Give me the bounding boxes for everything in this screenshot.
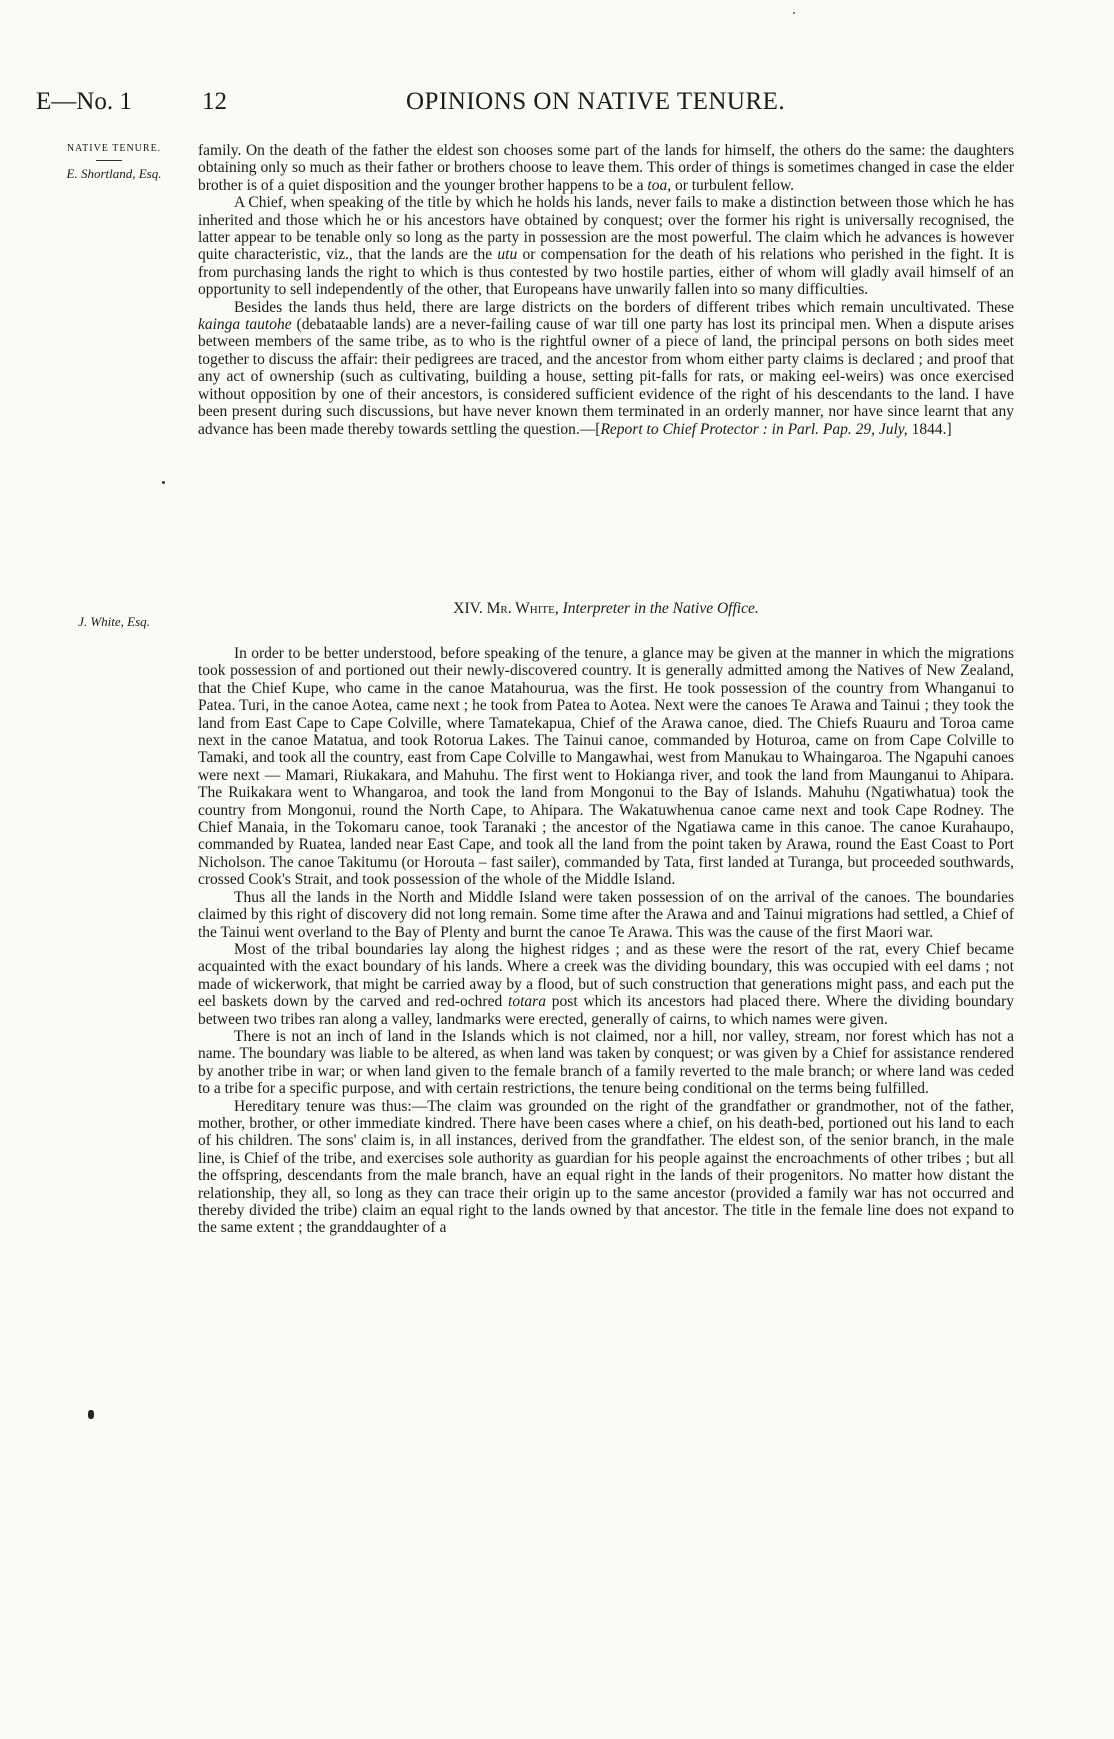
paragraph: Most of the tribal boundaries lay along the highest ridges ; and as these were the resort of the rat, every Chief became acquainted with the exact boundary of his lands. Where a creek was the dividing boundary, this was occupied with eel dams ; not made of wickerwork, that might be carried away by a flood, but of such construction that generations might pass, and each put the eel baskets down by the carved and red-ochred totara post which its ancestors had placed there. Where the dividing boundary between two tribes ran along a valley, landmarks were erected, generally of cairns, to which names were given. (198, 940, 1014, 1028)
margin-rule (96, 160, 122, 161)
page-number: 12 (202, 88, 227, 115)
paragraph: There is not an inch of land in the Islands which is not claimed, nor a hill, nor valley, stream, nor forest which has not a name. The boundary was liable to be altered, as when land was taken by conquest; or was given by a Chief for assistance rendered by another tribe in war; or when land given to the female branch of a family reverted to the male branch; or where land was ceded to a tribe for a specific purpose, and with certain restrictions, the tenure being conditional on the terms being fulfilled. (198, 1027, 1014, 1098)
section-white (198, 645, 1014, 1237)
margin-section-label: NATIVE TENURE. (66, 143, 162, 154)
paragraph: In order to be better understood, before speaking of the tenure, a glance may be given at the manner in which the migrations took possession of and portioned out their newly-discovered country. It is generally admitted among the Natives of New Zealand, that the Chief Kupe, who came in the canoe Matahourua, was the first. He took possession of the country from Whanganui to Patea. Turi, in the canoe Aotea, came next ; he took from Patea to Aotea. Next were the canoes Te Arawa and Tainui ; they took the land from East Cape to Cape Colville, where Tamatekapua, Chief of the Arawa canoe, died. The Chiefs Ruauru and Toroa came next in the canoe Matatua, and took Rotorua Lakes. The Tainui canoe, commanded by Hoturoa, came on from Cape Colville to Tamaki, and took all the country, east from Cape Colville to Mangawhai, west from Manukau to Whaingaroa. The Ngapuhi canoes were next — Mamari, Riukakara, and Mahuhu. The first went to Hokianga river, and took the land from Maunganui to Ahipara. The Ruikakara went to Whangaroa, and took the land from Mongonui to the Bay of Islands. Mahuhu (Ngatiwhatua) took the country from Mongonui, round the North Cape, to Ahipara. The Wakatuwhenua canoe came next and took Cape Rodney. The Chief Manaia, in the Tokomaru canoe, took Taranaki ; the ancestor of the Ngatiawa came in this canoe. The canoe Kurahaupo, commanded by Ruatea, landed near East Cape, and took all the land from the point taken by Arawa, round the East Coast to Port Nicholson. The canoe Takitumu (or Horouta – fast sailer), commanded by Tata, first landed at Turanga, but proceeded southwards, crossed Cook's Strait, and took possession of the whole of the Middle Island. (198, 645, 1014, 889)
section-shortland (198, 142, 1014, 438)
page-header (36, 88, 1036, 122)
margin-author-white: J. White, Esq. (78, 614, 150, 629)
series-number: E—No. 1 (36, 88, 132, 115)
paragraph: Hereditary tenure was thus:—The claim was grounded on the right of the grandfather or grandmother, not of the father, mother, brother, or other immediate kindred. There have been cases where a chief, on his death-bed, portioned out his land to each of his children. The sons' claim is, in all instances, derived from the grandfather. The eldest son, of the senior branch, in the male line, is Chief of the tribe, and exercises sole authority as guardian for his people against the encroachments of other tribes ; but all the offspring, descendants from the male branch, have an equal right in the lands of their progenitors. No matter how distant the relationship, they all, so long as they can trace their origin up to the same ancestor (provided a family war has not occurred and thereby divided the tribe) claim an equal right to the lands owned by that ancestor. The title in the female line does not expand to the same extent ; the granddaughter of a (198, 1097, 1014, 1237)
ink-blot-mark (88, 1410, 94, 1419)
speck-mark (793, 12, 795, 14)
paragraph: A Chief, when speaking of the title by which he holds his lands, never fails to make a distinction between those which he has inherited and those which he or his ancestors have obtained by conquest; over the former his right is universally recognised, the latter appear to be tenable only so long as the party in possession are the most powerful. The claim which he advances is however quite characteristic, viz., that the lands are the utu or compensation for the death of his relations who perished in the fight. It is from purchasing lands the right to which is thus contested by two hostile parties, either of whom will gladly avail himself of an opportunity to sell independently of the other, that Europeans have unwarily fallen into so many difficulties. (198, 194, 1014, 299)
paragraph: Besides the lands thus held, there are large districts on the borders of different tribes which remain uncultivated. These kainga tautohe (debataable lands) are a never-failing cause of war till one party has lost its principal men. When a dispute arises between members of the same tribe, as to who is the rightful owner of a piece of land, the principal persons on both sides meet together to discuss the affair: their pedigrees are traced, and the ancestor from whom either party claims is declared ; and proof that any act of ownership (such as cultivating, building a house, setting pit-falls for rats, or making eel-weirs) was once exercised without opposition by one of their ancestors, is considered sufficient evidence of the right of his descendants to the land. I have been present during such discussions, but have never known them terminated in an orderly manner, nor have since learnt that any advance has been made thereby towards settling the question.—[Report to Chief Protector : in Parl. Pap. 29, July, 1844.] (198, 298, 1014, 438)
section-heading: XIV. Mr. White, Interpreter in the Native Office. (453, 600, 759, 617)
citation: Report to Chief Protector : in Parl. Pap. 29, July, (600, 420, 908, 438)
speck-mark (162, 481, 165, 484)
margin-author-shortland: E. Shortland, Esq. (66, 166, 162, 181)
paragraph: Thus all the lands in the North and Middle Island were taken possession of on the arrival of the canoes. The boundaries claimed by this right of discovery did not long remain. Some time after the Arawa and and Tainui migrations had settled, a Chief of the Tainui went overland to the Bay of Plenty and burnt the canoe Te Arawa. This was the cause of the first Maori war. (198, 888, 1014, 941)
page-title: OPINIONS ON NATIVE TENURE. (406, 88, 786, 115)
paragraph: family. On the death of the father the eldest son chooses some part of the lands for himself, the others do the same: the daughters obtaining only so much as their father or brothers choose to leave them. This order of things is sometimes changed in case the elder brother is of a quiet disposition and the younger brother happens to be a toa, or turbulent fellow. (198, 142, 1014, 194)
